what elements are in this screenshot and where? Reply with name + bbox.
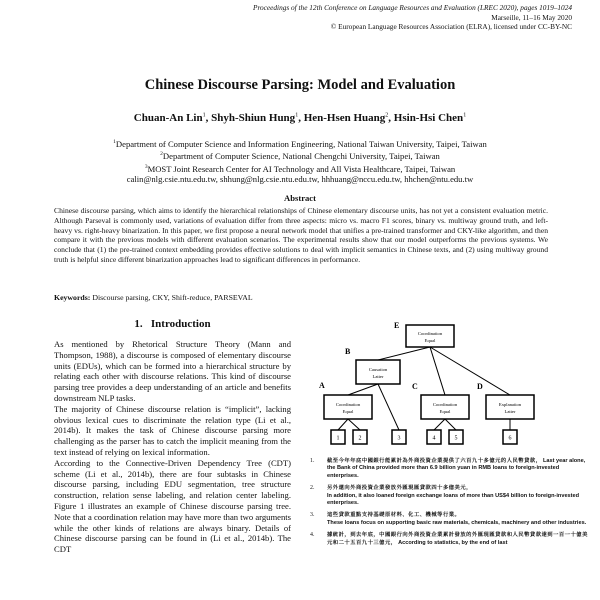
proceedings-line: Proceedings of the 12th Conference on Language Resources and Evaluation (LREC 2020), pages 1019–1024	[253, 3, 572, 12]
abstract-heading: Abstract	[284, 193, 316, 203]
keywords	[54, 293, 253, 302]
node-a-relation: Coordination	[335, 402, 361, 407]
leaf-number: 6	[508, 435, 512, 442]
tree-edge	[430, 347, 510, 395]
proceedings-header	[253, 3, 572, 32]
node-d-relation: Explanation	[498, 402, 522, 407]
author-name: Hen-Hsen Huang	[303, 112, 386, 124]
edu-chinese: 另外還向外商投資企業發放外匯現匯貸款四十多億美元，	[327, 485, 472, 492]
edu-english: These loans focus on supporting basic raw materials, chemicals, machinery and other industries.	[327, 519, 587, 526]
tree-edge	[378, 384, 399, 430]
node-e-center: Equal	[424, 338, 436, 343]
edu-item	[310, 458, 590, 480]
leaf-number: 4	[432, 435, 436, 442]
node-b-center: Latter	[372, 374, 384, 379]
tree-edge	[338, 419, 348, 430]
author-name: Shyh-Shiun Hung	[211, 112, 296, 124]
abstract-text: Chinese discourse parsing, which aims to identify the hierarchical relationships of Chinese elementary discourse units, has not yet a consistent evaluation metric. Although Parseval is commonly used, variations of evaluation differ from three aspects: micro vs. macro F1 scores, binary vs. multiway ground truth, and left-heavy vs. right-heavy binarization. In this paper, we first propose a neural network model that unifies a pre-trained transformer and CKY-like algorithm, and then compare it with the previous models with different evaluation scenarios. The experimental results show that our model outperforms the previous systems. We conclude that (1) the pre-trained context embedding provides effective solutions to deal with implicit semantics in Chinese texts, and (2) using multiway ground truth is helpful since different binarization approaches lead to significant differences in performance.	[54, 206, 548, 264]
author-name: Chuan-An Lin	[133, 112, 203, 124]
email-line: calin@nlg.csie.ntu.edu.tw, shhung@nlg.csie.ntu.edu.tw, hhhuang@nccu.edu.tw, hhchen@ntu.edu.tw	[126, 174, 474, 185]
keywords-text: Discourse parsing, CKY, Shift-reduce, PARSEVAL	[92, 293, 253, 302]
paper-title: Chinese Discourse Parsing: Model and Evaluation	[144, 77, 456, 93]
tree-node-c	[421, 395, 469, 419]
author-affil-mark: 1	[202, 112, 206, 119]
tree-edge	[445, 419, 456, 430]
tree-edge	[348, 384, 378, 395]
leaf-number: 3	[397, 435, 401, 442]
affiliation-line: $^2$Department of Computer Science, National Chengchi University, Taipei, Taiwan	[160, 151, 440, 162]
node-label-e: E	[394, 321, 400, 330]
node-d-center: Latter	[504, 409, 516, 414]
leaf-number: 5	[454, 435, 458, 442]
edu-list	[310, 458, 590, 552]
node-b-relation: Causation	[368, 367, 388, 372]
tree-node-b	[356, 360, 400, 384]
edu-chinese: 據統計，到去年底，中國銀行向外商投資企業累計發放的外匯現匯貸款和人民幣貸款達到一百一十億美元和二十五百九十三億元，	[327, 532, 588, 546]
author-affil-mark: 1	[463, 112, 467, 119]
node-label-b: B	[345, 347, 351, 356]
edu-number: 2.	[310, 485, 315, 492]
node-e-relation: Coordination	[417, 331, 443, 336]
tree-node-a	[324, 395, 372, 419]
discourse-tree-figure	[310, 318, 580, 458]
section-heading: 1. Introduction	[134, 318, 211, 330]
author-affil-mark: 2	[385, 112, 389, 119]
node-label-c: C	[412, 382, 418, 391]
node-c-relation: Coordination	[432, 402, 458, 407]
edu-number: 4.	[310, 532, 315, 539]
tree-node-d	[486, 395, 534, 419]
author-list: Chuan-An Lin$^1$, Shyh-Shiun Hung$^1$, Hen-Hsen Huang$^2$, Hsin-Hsi Chen$^1$	[133, 112, 467, 124]
edu-english: In addition, it also loaned foreign exchange loans of more than US$4 billion to foreign-invested enterprises.	[327, 492, 580, 507]
author-name: Hsin-Hsi Chen	[393, 112, 464, 124]
author-affil-mark: 1	[295, 112, 299, 119]
venue-line: Marseille, 11–16 May 2020	[491, 12, 572, 22]
edu-item	[310, 485, 590, 507]
edu-chinese: 這些貸款重點支持基礎原材料、化工、機械等行業。	[327, 512, 461, 519]
node-label-d: D	[477, 382, 483, 391]
node-c-center: Equal	[439, 409, 451, 414]
paragraph: According to the Connective-Driven Dependency Tree (CDT) scheme (Li et al., 2014b), there are four subtasks in Chinese discourse parsing, including EDU segmentation, tree structure construction, relation sense labeling, and relation center labeling. Figure 1 illustrates an example of Chinese discourse parsing tree. Note that a coordination relation may have more than two arguments while the other kinds of relations are always binary. Details of Chinese discourse parsing can be found in (Li et al., 2014b). The CDT	[54, 457, 291, 555]
license-line: © European Language Resources Association (ELRA), licensed under CC-BY-NC	[330, 22, 572, 32]
edu-number: 1.	[310, 458, 315, 464]
edu-english: According to statistics, by the end of last	[398, 539, 508, 546]
edu-english: Last year alone, the Bank of China provided more than 6.9 billion yuan in RMB loans to foreign-invested enterprises.	[327, 458, 586, 479]
affiliation-line: $^3$MOST Joint Research Center for AI Technology and All Vista Healthcare, Taipei, Taiwan	[144, 163, 456, 174]
tree-edge	[434, 419, 445, 430]
tree-node-e	[406, 325, 454, 347]
node-label-a: A	[319, 381, 325, 390]
edu-item	[310, 512, 590, 527]
edu-chinese: 截至今年年底中國銀行能累計為外商投資企業提供了六百九十多億元的人民幣貸款，	[327, 458, 542, 464]
paragraph: As mentioned by Rhetorical Structure Theory (Mann and Thompson, 1988), a discourse is composed of elementary discourse units (EDUs), which can be formed into a hierarchical structure by relating each other with discourse relations. This kind of discourse parsing tree provides a deep understanding of an article and benefits downstream NLP tasks.	[54, 339, 291, 403]
leaf-number: 1	[336, 435, 340, 442]
node-a-center: Equal	[342, 409, 354, 414]
affiliation-line: $^1$Department of Computer Science and Information Engineering, National Taiwan University, Taipei, Taiwan	[113, 138, 487, 149]
affiliations	[0, 137, 600, 185]
paragraph: The majority of Chinese discourse relation is “implicit”, lacking obvious lexical cues to discriminate the relation type (Li et al., 2014b). It makes the task of Chinese discourse parsing more challenging as the parser has to catch the implicit meaning from the text instead of relying on lexical information.	[54, 403, 291, 457]
keywords-label: Keywords:	[54, 293, 91, 302]
intro-column	[54, 339, 291, 555]
leaf-number: 2	[358, 435, 362, 442]
tree-edge	[348, 419, 360, 430]
tree-edge	[378, 347, 430, 360]
edu-number: 3.	[310, 512, 315, 519]
edu-item	[310, 532, 590, 547]
